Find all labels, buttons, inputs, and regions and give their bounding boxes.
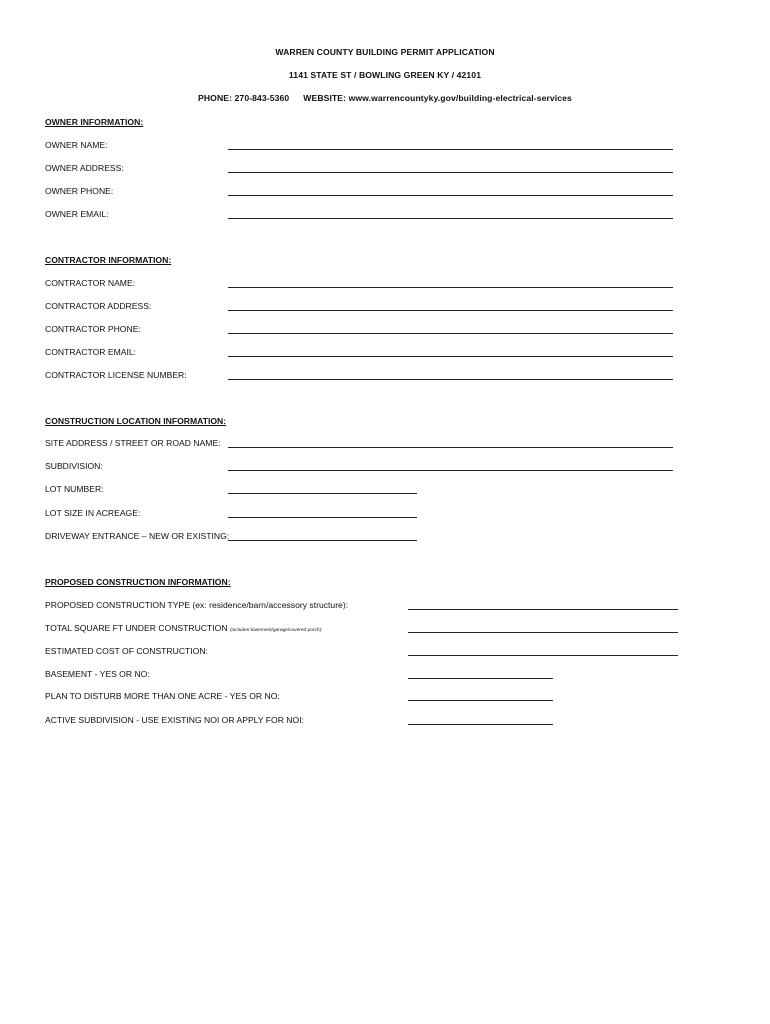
proposed-section-heading: PROPOSED CONSTRUCTION INFORMATION: [45,577,231,587]
square-ft-label [45,623,322,633]
office-address: 1141 STATE ST / BOWLING GREEN KY / 42101 [288,70,482,80]
contractor-section-heading: CONTRACTOR INFORMATION: [45,255,172,265]
contractor-email-field[interactable] [228,356,673,357]
driveway-entrance-field[interactable] [228,540,417,541]
owner-name-field[interactable] [228,149,673,150]
contractor-address-field[interactable] [228,310,673,311]
site-address-field[interactable] [228,447,673,448]
disturb-acre-label: PLAN TO DISTURB MORE THAN ONE ACRE - YES OR NO: [45,691,280,701]
owner-phone-field[interactable] [228,195,673,196]
disturb-acre-field[interactable] [408,700,553,701]
estimated-cost-label: ESTIMATED COST OF CONSTRUCTION: [45,646,208,656]
square-ft-note: (includes basement/garage/covered porch): [229,628,323,633]
contractor-license-field[interactable] [228,379,673,380]
contractor-address-label: CONTRACTOR ADDRESS: [45,301,152,311]
owner-phone-label: OWNER PHONE: [45,186,114,196]
owner-email-field[interactable] [228,218,673,219]
square-ft-label-text: TOTAL SQUARE FT UNDER CONSTRUCTION [45,623,228,633]
contractor-phone-field[interactable] [228,333,673,334]
website-text: WEBSITE: www.warrencountyky.gov/building-electrical-services [303,93,572,103]
owner-address-label: OWNER ADDRESS: [45,163,124,173]
contractor-license-label: CONTRACTOR LICENSE NUMBER: [45,370,187,380]
square-ft-field[interactable] [408,632,678,633]
owner-name-label: OWNER NAME: [45,140,108,150]
phone-text: PHONE: 270-843-5360 [198,93,290,103]
basement-field[interactable] [408,678,553,679]
subdivision-label: SUBDIVISION: [45,461,103,471]
location-section-heading: CONSTRUCTION LOCATION INFORMATION: [45,416,227,426]
contact-line [0,93,770,103]
contractor-name-field[interactable] [228,287,673,288]
owner-section-heading: OWNER INFORMATION: [45,117,144,127]
form-title: WARREN COUNTY BUILDING PERMIT APPLICATION [275,47,495,57]
owner-address-field[interactable] [228,172,673,173]
lot-number-field[interactable] [228,493,417,494]
subdivision-noi-label: ACTIVE SUBDIVISION - USE EXISTING NOI OR APPLY FOR NOI: [45,715,304,725]
estimated-cost-field[interactable] [408,655,678,656]
contractor-phone-label: CONTRACTOR PHONE: [45,324,141,334]
site-address-label: SITE ADDRESS / STREET OR ROAD NAME: [45,438,221,448]
lot-acreage-label: LOT SIZE IN ACREAGE: [45,508,141,518]
driveway-entrance-label: DRIVEWAY ENTRANCE – NEW OR EXISTING: [45,531,230,541]
owner-email-label: OWNER EMAIL: [45,209,109,219]
subdivision-noi-field[interactable] [408,724,553,725]
construction-type-field[interactable] [408,609,678,610]
subdivision-field[interactable] [228,470,673,471]
contractor-email-label: CONTRACTOR EMAIL: [45,347,137,357]
construction-type-label: PROPOSED CONSTRUCTION TYPE (ex: residence/barn/accessory structure): [45,600,349,610]
lot-number-label: LOT NUMBER: [45,484,104,494]
basement-label: BASEMENT - YES OR NO: [45,669,150,679]
contractor-name-label: CONTRACTOR NAME: [45,278,136,288]
lot-acreage-field[interactable] [228,517,417,518]
